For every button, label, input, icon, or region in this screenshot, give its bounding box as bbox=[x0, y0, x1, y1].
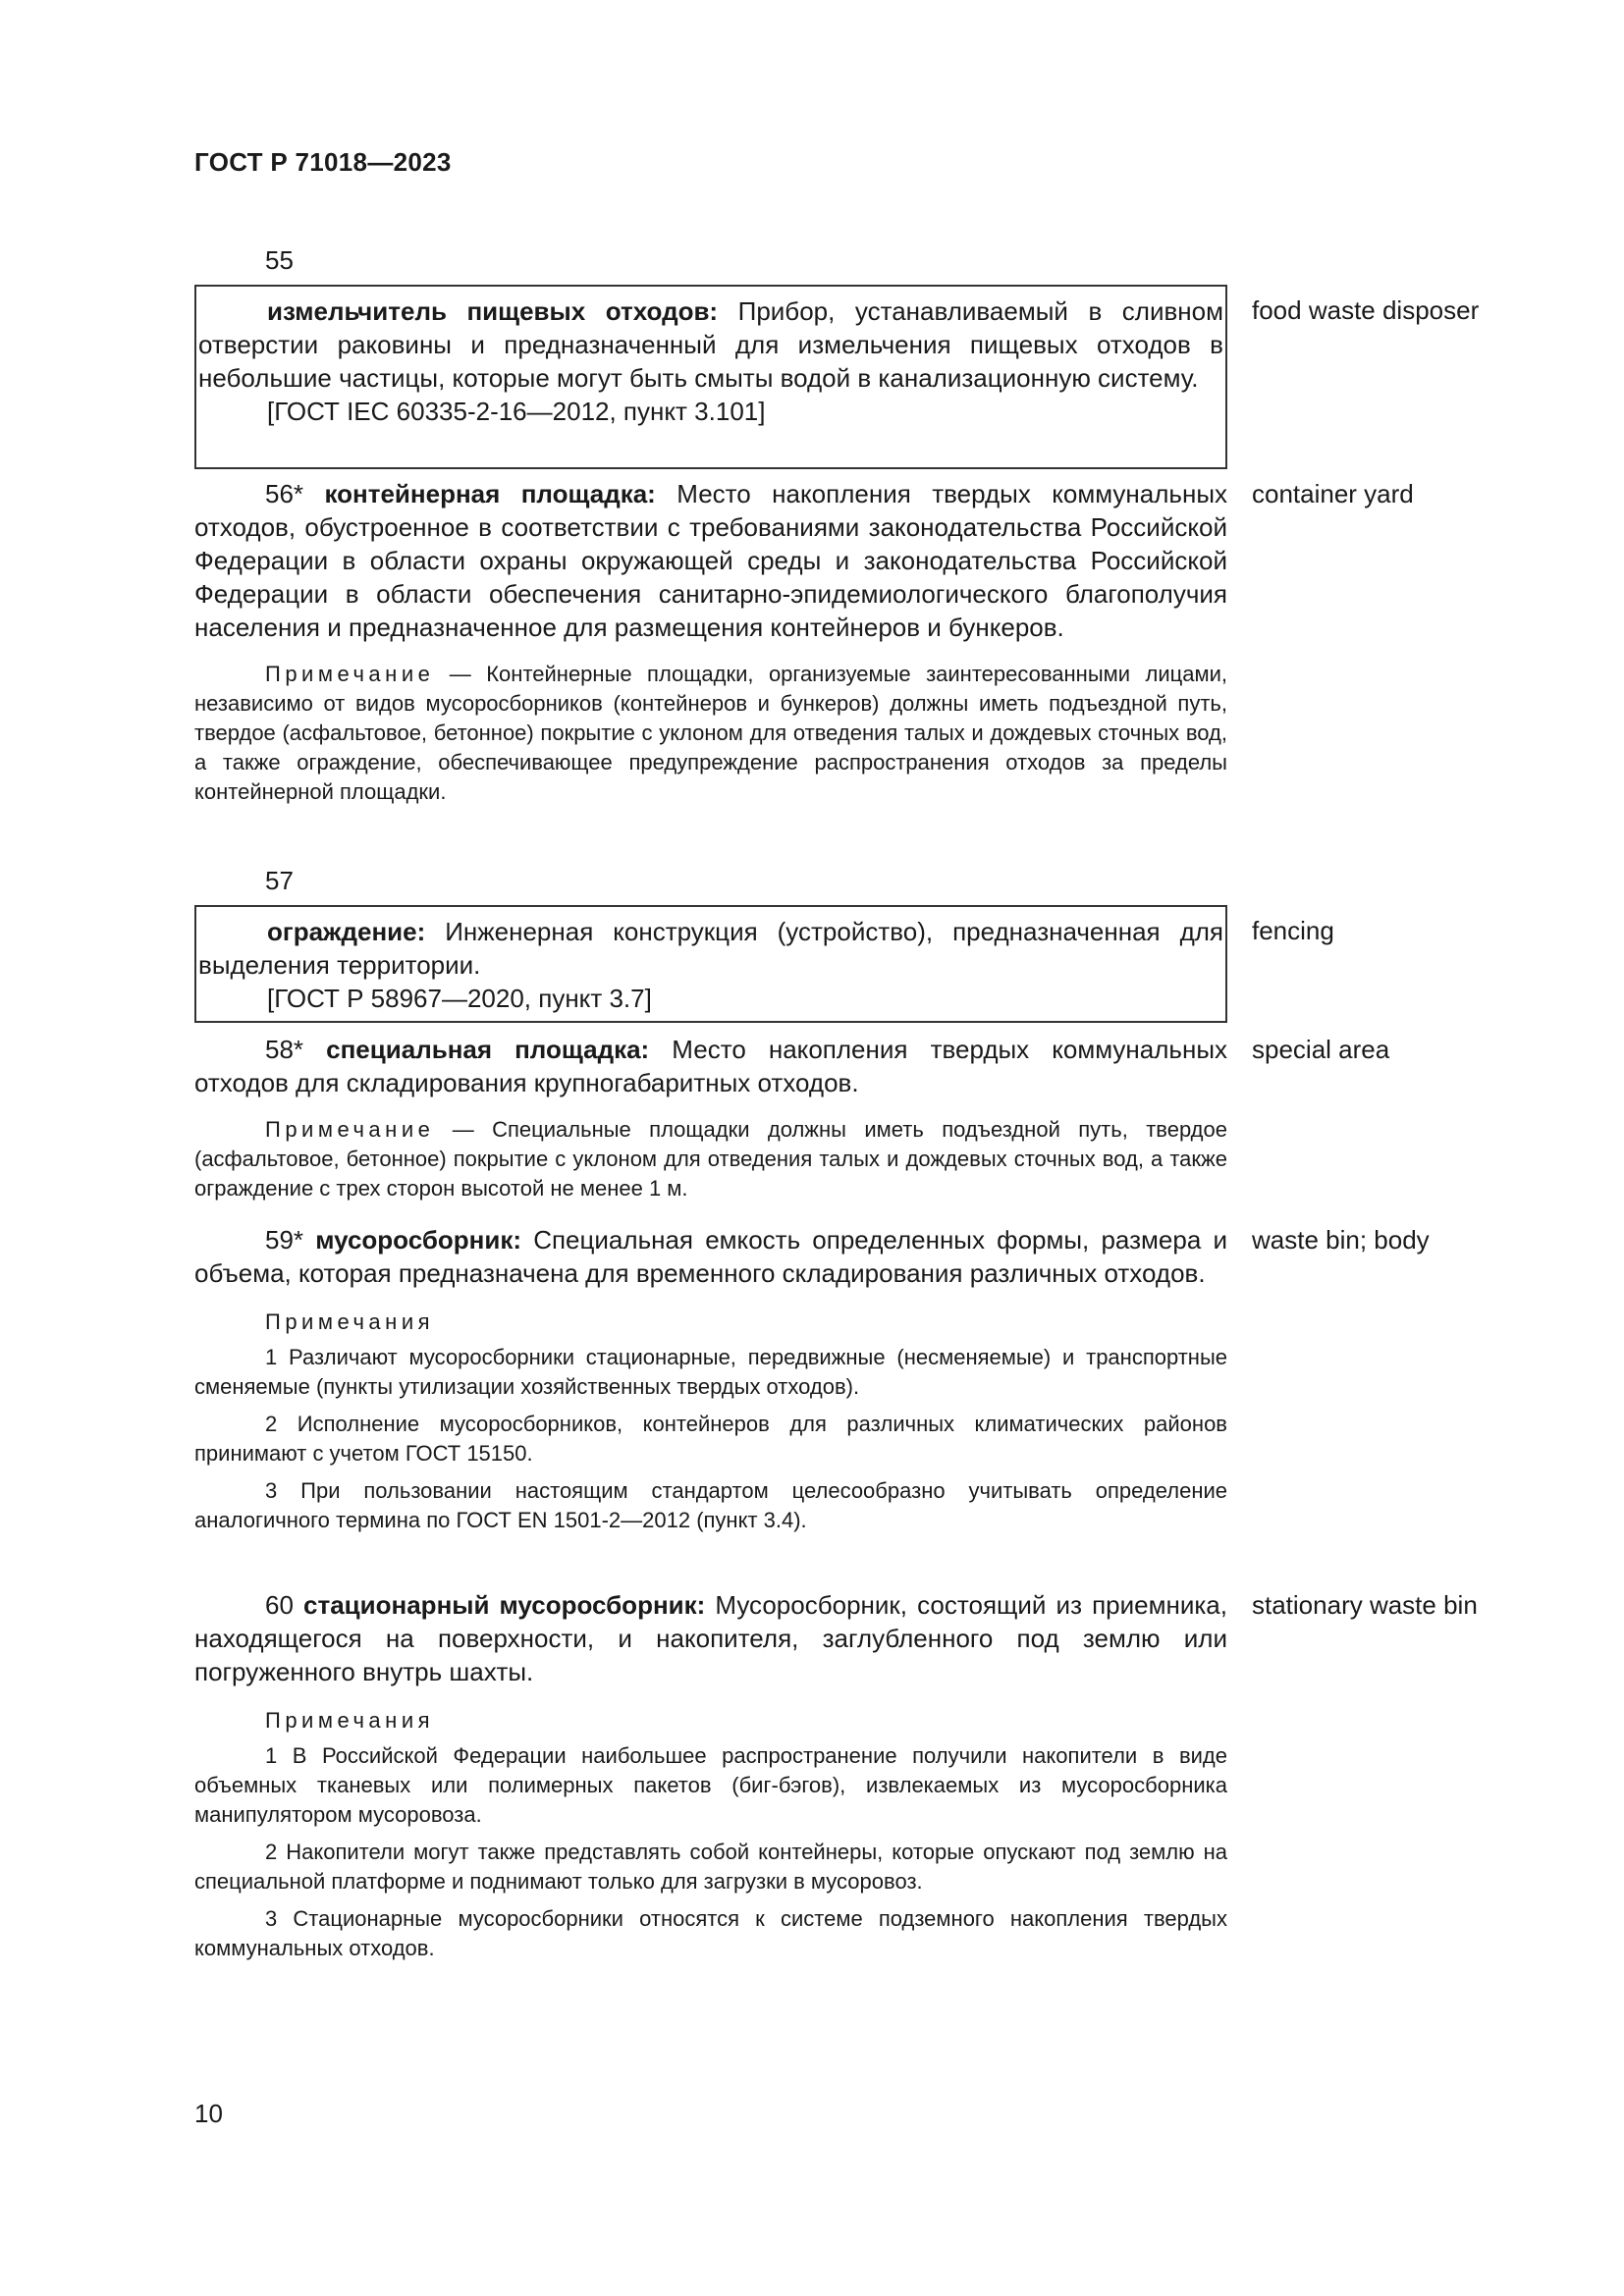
entry-55-source: [ГОСТ IEC 60335-2-16—2012, пункт 3.101] bbox=[267, 397, 766, 426]
entry-59-definition: 59* мусоросборник: Специальная емкость определенных формы, размера и объема, которая предназначена для временного складирования различных отходов. bbox=[194, 1225, 1227, 1288]
entry-56-note: Примечание — Контейнерные площадки, организуемые заинтересованными лицами, независимо от видов мусоросборников (контейнеров и бункеров) должны иметь подъездной путь, твердое (асфальтовое, бетонное) покрытие с уклоном для отведения талых и дождевых сточных вод, а также ограждение, обеспечивающее предупреждение распространения отходов за пределы контейнерной площадки. bbox=[194, 662, 1227, 804]
entry-55-definition: измельчитель пищевых отходов: Прибор, устанавливаемый в сливном отверстии раковины и предназначенный для измельчения пищевых отходов в небольшие частицы, которые могут быть смыты водой в канализационную систему. bbox=[198, 296, 1223, 393]
entry-56 bbox=[194, 477, 1227, 807]
entry-57-english: fencing bbox=[1252, 916, 1334, 945]
entry-56-definition: 56* контейнерная площадка: Место накопления твердых коммунальных отходов, обустроенное в соответствии с требованиями законодательства Российской Федерации в области охраны окружающей среды и законодательства Российской Федерации в области обеспечения санитарно-эпидемиологического благополучия населения и предназначенное для размещения контейнеров и бункеров. bbox=[194, 479, 1228, 642]
entry-60-note-1: 1 В Российской Федерации наибольшее распространение получили накопители в виде объемных тканевых или полимерных пакетов (биг-бэгов), извлекаемых из мусоросборника манипулятором мусоровоза. bbox=[194, 1743, 1227, 1827]
page-number: 10 bbox=[194, 2099, 223, 2128]
entry-60-term: стационарный мусоросборник: bbox=[303, 1590, 706, 1620]
entry-60-notes-label: Примечания bbox=[265, 1708, 435, 1733]
entry-59-note-2: 2 Исполнение мусоросборников, контейнеров для различных климатических районов принимают с учетом ГОСТ 15150. bbox=[194, 1412, 1227, 1466]
entry-60-english: stationary waste bin bbox=[1252, 1590, 1478, 1620]
entry-57-box bbox=[194, 905, 1227, 1023]
entry-59-notes-label: Примечания bbox=[265, 1309, 435, 1334]
entry-55-box bbox=[194, 285, 1227, 469]
entry-60-note-2: 2 Накопители могут также представлять собой контейнеры, которые опускают под землю на специальной платформе и поднимают только для загрузки в мусоровоз. bbox=[194, 1840, 1227, 1894]
entry-55-english: food waste disposer bbox=[1252, 295, 1480, 325]
entry-59-note-1: 1 Различают мусоросборники стационарные, передвижные (несменяемые) и транспортные сменяемые (пункты утилизации хозяйственных твердых отходов). bbox=[194, 1345, 1227, 1399]
entry-59-term: мусоросборник: bbox=[315, 1225, 522, 1255]
entry-58-english: special area bbox=[1252, 1035, 1390, 1064]
entry-59 bbox=[194, 1223, 1227, 1535]
entry-59-english: waste bin; body bbox=[1252, 1225, 1430, 1255]
entry-57-number: 57 bbox=[265, 866, 294, 895]
entry-60 bbox=[194, 1588, 1227, 1963]
entry-58-definition: 58* специальная площадка: Место накопления твердых коммунальных отходов для складирования крупногабаритных отходов. bbox=[194, 1035, 1228, 1097]
entry-60-definition: 60 стационарный мусоросборник: Мусоросборник, состоящий из приемника, находящегося на поверхности, и накопителя, заглубленного под землю или погруженного внутрь шахты. bbox=[194, 1590, 1227, 1686]
entry-57-term: ограждение: bbox=[267, 917, 426, 946]
entry-58-note: Примечание — Специальные площадки должны иметь подъездной путь, твердое (асфальтовое, бетонное) покрытие с уклоном для отведения талых и дождевых сточных вод, а также ограждение с трех сторон высотой не менее 1 м. bbox=[194, 1117, 1227, 1201]
document-header: ГОСТ Р 71018—2023 bbox=[194, 147, 452, 177]
entry-58 bbox=[194, 1033, 1227, 1203]
entry-57-definition: ограждение: Инженерная конструкция (устройство), предназначенная для выделения территории. bbox=[198, 917, 1223, 980]
entry-56-term: контейнерная площадка: bbox=[324, 479, 656, 508]
entry-56-english: container yard bbox=[1252, 479, 1414, 508]
entry-58-term: специальная площадка: bbox=[326, 1035, 650, 1064]
entry-55-term: измельчитель пищевых отходов: bbox=[267, 296, 719, 326]
entry-55-number: 55 bbox=[265, 245, 294, 275]
entry-60-note-3: 3 Стационарные мусоросборники относятся к системе подземного накопления твердых коммунальных отходов. bbox=[194, 1906, 1227, 1960]
entry-57-source: [ГОСТ Р 58967—2020, пункт 3.7] bbox=[267, 984, 652, 1013]
entry-59-note-3: 3 При пользовании настоящим стандартом целесообразно учитывать определение аналогичного термина по ГОСТ EN 1501-2—2012 (пункт 3.4). bbox=[194, 1478, 1227, 1532]
